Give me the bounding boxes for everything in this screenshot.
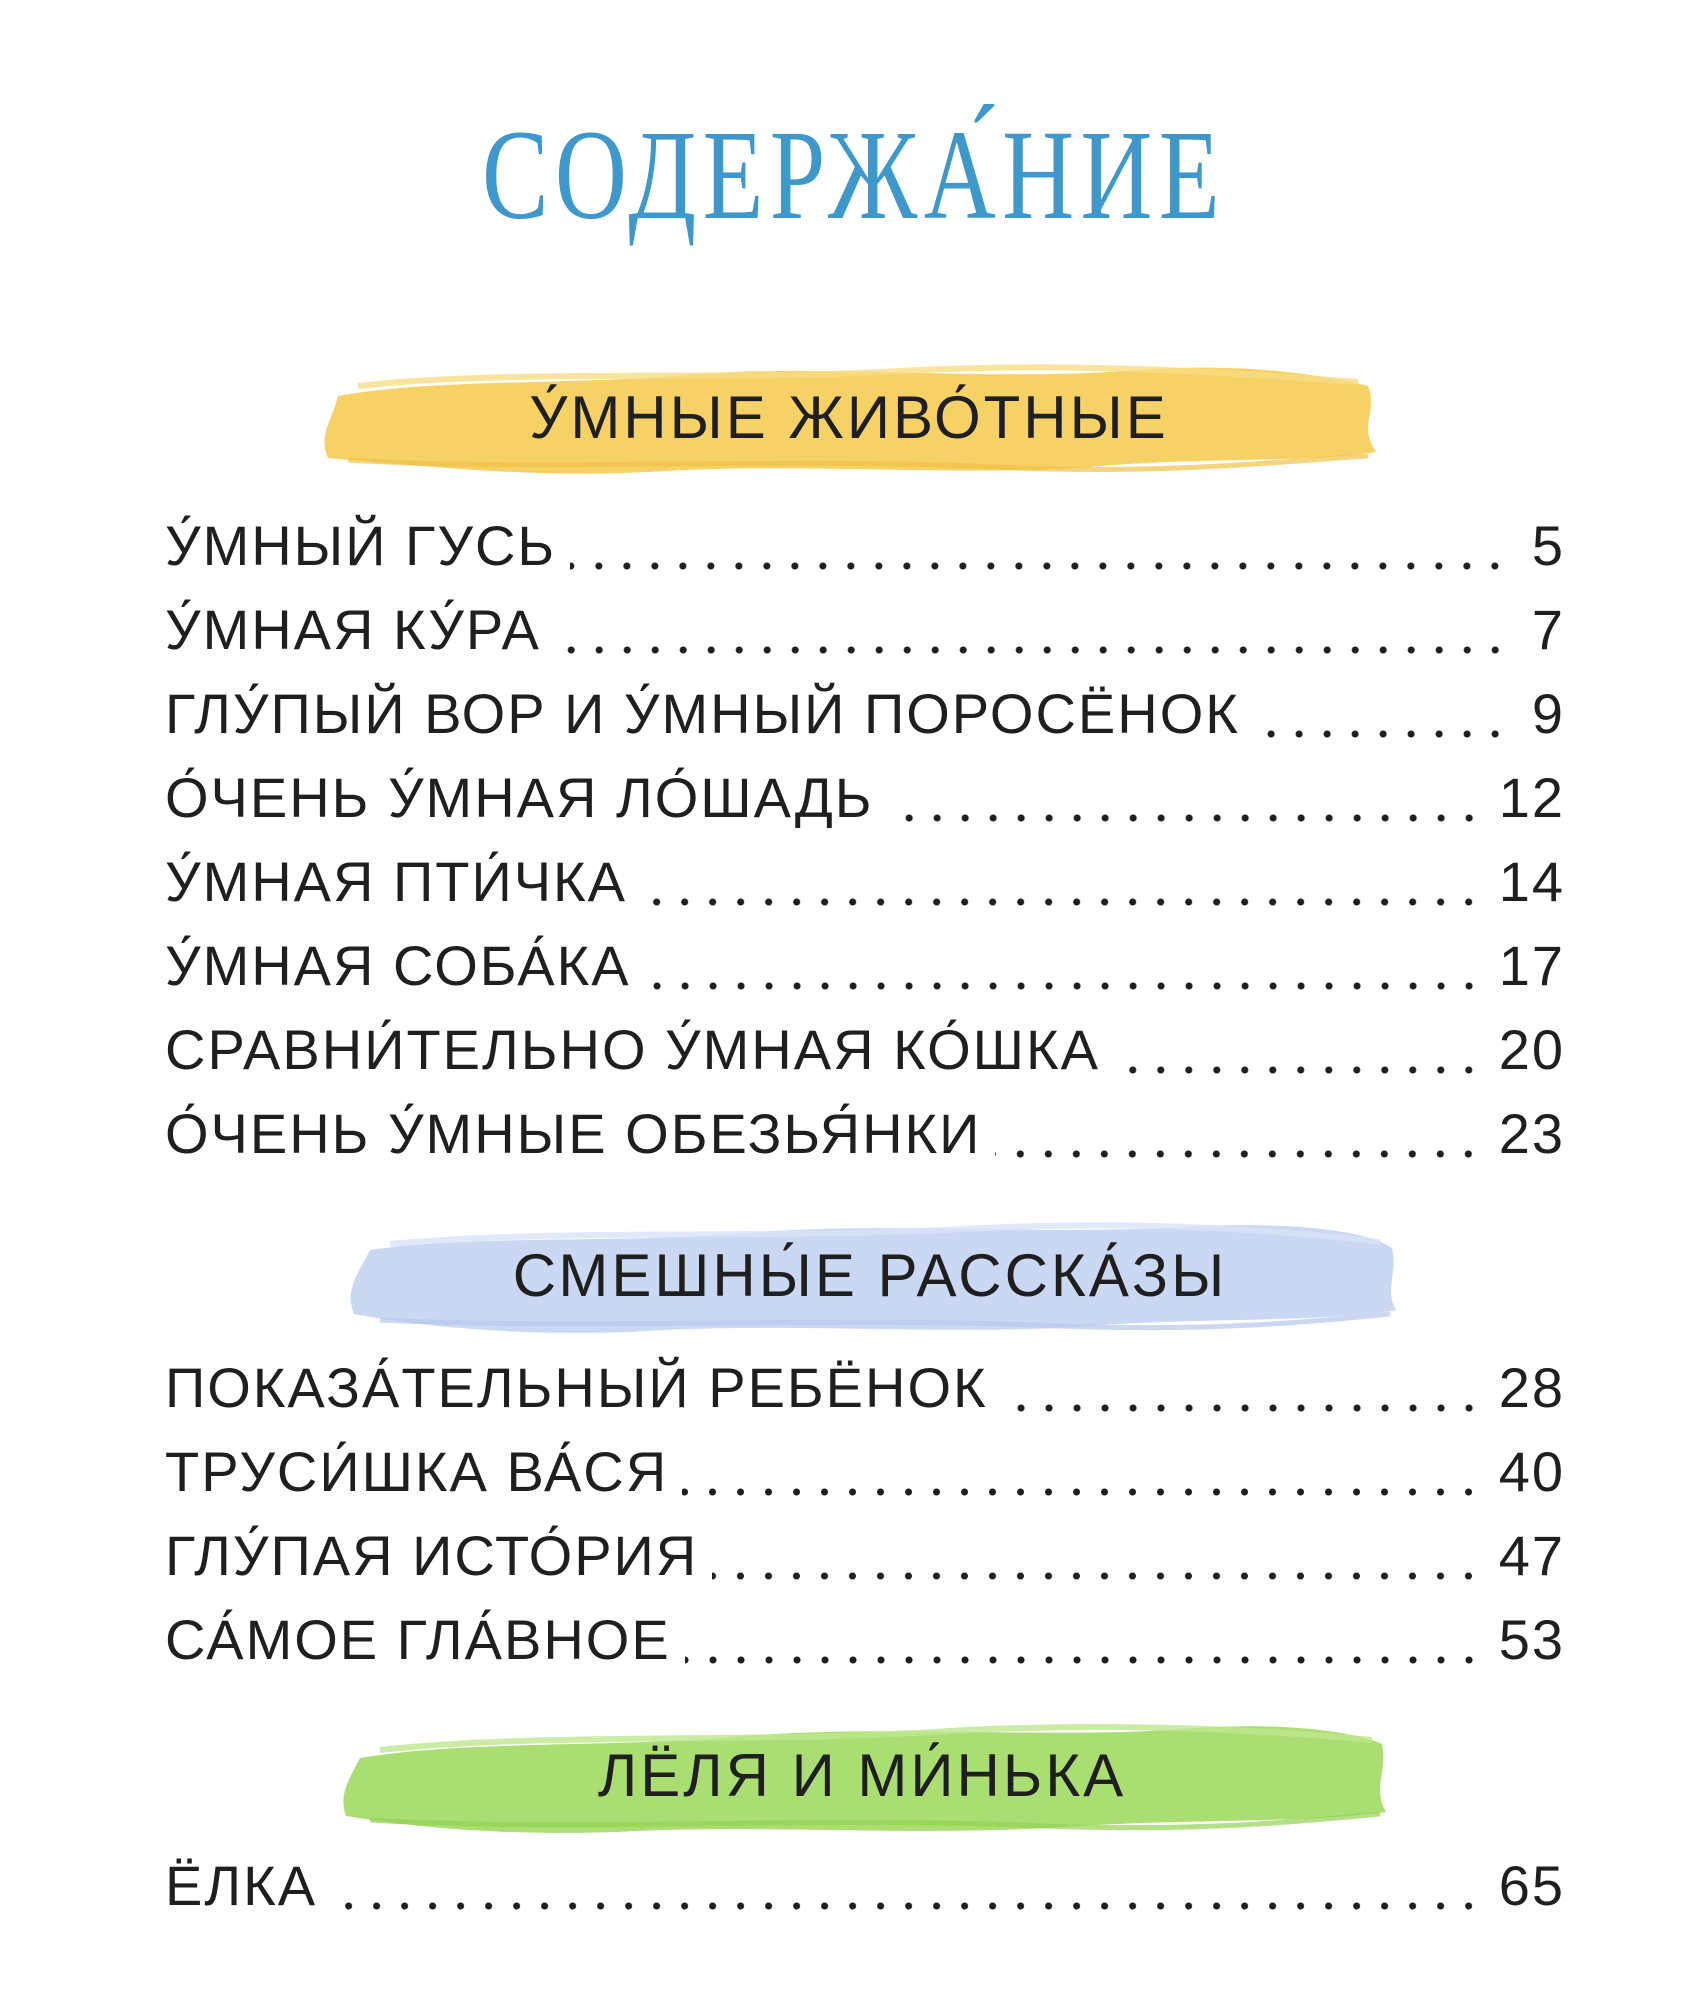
toc-entry-title: ГЛУ́ПЫЙ ВОР И У́МНЫЙ ПОРОСЁНОК — [165, 682, 1240, 745]
dot-leader — [555, 646, 1509, 654]
toc-entry-title: У́МНАЯ КУ́РА — [165, 598, 541, 661]
dot-leader — [712, 1572, 1482, 1580]
dot-leader — [1002, 1404, 1483, 1412]
toc-entry[interactable] — [165, 840, 1565, 924]
toc-entry-page: 17 — [1498, 934, 1565, 997]
toc-entry[interactable] — [165, 924, 1565, 1008]
dot-leader — [331, 1902, 1483, 1910]
toc-entry-page: 23 — [1498, 1102, 1565, 1165]
toc-entry-page: 65 — [1498, 1854, 1565, 1917]
toc-entry[interactable] — [165, 504, 1565, 588]
toc-entry-page: 5 — [1531, 514, 1565, 577]
toc-entry-page: 28 — [1498, 1356, 1565, 1419]
toc-entry[interactable] — [165, 1514, 1565, 1598]
toc-entry-title: ТРУСИ́ШКА ВА́СЯ — [165, 1440, 669, 1503]
toc-entry[interactable] — [165, 672, 1565, 756]
dot-leader — [641, 898, 1483, 906]
section-heading-band-green — [336, 1714, 1388, 1838]
dot-leader — [888, 814, 1483, 822]
toc-entry-title: У́МНАЯ ПТИ́ЧКА — [165, 850, 628, 913]
toc-entry-page: 47 — [1498, 1524, 1565, 1587]
toc-entry-page: 7 — [1531, 598, 1565, 661]
dot-leader — [1254, 730, 1509, 738]
page-title: СОДЕРЖА́НИЕ — [482, 104, 1226, 246]
section-title: У́МНЫЕ ЖИВО́ТНЫЕ — [529, 384, 1169, 451]
toc-entry-title: У́МНАЯ СОБА́КА — [165, 934, 631, 997]
toc-entry-page: 40 — [1498, 1440, 1565, 1503]
toc-entry-page: 53 — [1498, 1608, 1565, 1671]
toc-entry-title: ПОКАЗА́ТЕЛЬНЫЙ РЕБЁНОК — [165, 1356, 988, 1419]
toc-entry-page: 12 — [1498, 766, 1565, 829]
toc-entry[interactable] — [165, 1008, 1565, 1092]
dot-leader — [1114, 1066, 1483, 1074]
toc-entry[interactable] — [165, 756, 1565, 840]
toc-entry[interactable] — [165, 1092, 1565, 1176]
toc-entry[interactable] — [165, 588, 1565, 672]
toc-entry[interactable] — [165, 1844, 1565, 1928]
dot-leader — [570, 562, 1509, 570]
dot-leader — [685, 1656, 1483, 1664]
toc-entry-page: 20 — [1498, 1018, 1565, 1081]
dot-leader — [645, 982, 1483, 990]
toc-entry-title: О́ЧЕНЬ У́МНЫЕ ОБЕЗЬЯ́НКИ — [165, 1102, 982, 1165]
toc-entry[interactable] — [165, 1346, 1565, 1430]
toc-entry-title: О́ЧЕНЬ У́МНАЯ ЛО́ШАДЬ — [165, 766, 874, 829]
section-heading-band-yellow — [318, 356, 1380, 480]
toc-entry-title: СРАВНИ́ТЕЛЬНО У́МНАЯ КО́ШКА — [165, 1018, 1100, 1081]
section-heading-band-blue — [340, 1214, 1400, 1338]
dot-leader — [682, 1488, 1483, 1496]
section-title: ЛЁЛЯ И МИ́НЬКА — [597, 1742, 1127, 1809]
toc-entry[interactable] — [165, 1598, 1565, 1682]
toc-entry[interactable] — [165, 1430, 1565, 1514]
toc-entry-title: ЁЛКА — [165, 1854, 318, 1917]
toc-entry-title: ГЛУ́ПАЯ ИСТО́РИЯ — [165, 1524, 699, 1587]
dot-leader — [995, 1150, 1482, 1158]
toc-entry-title: СА́МОЕ ГЛА́ВНОЕ — [165, 1608, 671, 1671]
toc-entry-page: 14 — [1498, 850, 1565, 913]
toc-entry-page: 9 — [1531, 682, 1565, 745]
toc-entry-title: У́МНЫЙ ГУСЬ — [165, 514, 557, 577]
section-title: СМЕШНЫ́Е РАССКА́ЗЫ — [512, 1242, 1228, 1309]
